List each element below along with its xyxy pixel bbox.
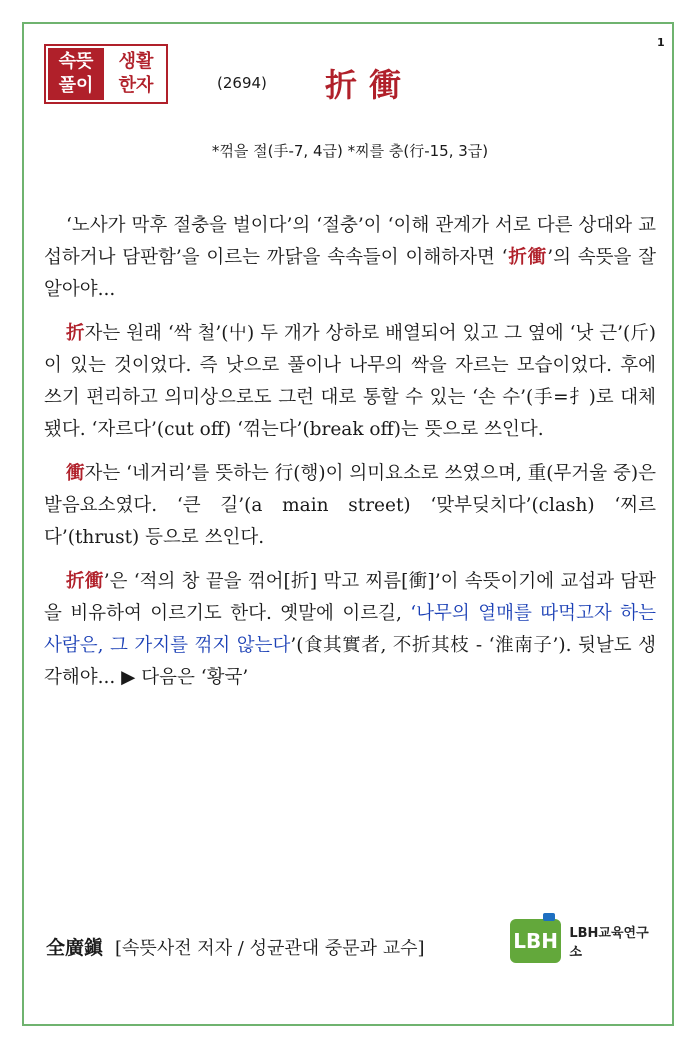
logo-left-text: 속뜻 풀이 <box>48 48 104 100</box>
author-affiliation: [속뜻사전 저자 / 성균관대 중문과 교수] <box>115 938 425 959</box>
author-line <box>46 933 425 960</box>
page-title: 折衝 <box>325 66 414 104</box>
paragraph-4 <box>44 566 656 694</box>
p4-end: ’(食其實者, 不折其枝 - ‘淮南子’). 뒷날도 생각해야... ▶ 다음은 ‘황국’ <box>44 635 656 688</box>
logo-right-text: 생활 한자 <box>118 51 154 96</box>
paragraph-2 <box>44 318 656 446</box>
p4-text: ’은 ‘적의 창 끝을 꺾어[折] 막고 찌름[衝]’이 속뜻이기에 교섭과 담판을 비유하여 이르기도 한다. 옛말에 이르길, <box>44 571 656 624</box>
column-logo <box>44 44 168 104</box>
page-number: 1 <box>657 36 665 49</box>
p2-char: 折 <box>66 323 85 344</box>
p1-hanja: 折衝 <box>507 247 548 268</box>
author-name: 全廣鎭 <box>46 937 104 959</box>
p2-text: 자는 원래 ‘싹 철’(屮) 두 개가 상하로 배열되어 있고 그 옆에 ‘낫 근’(斤)이 있는 것이었다. 즉 낫으로 풀이나 나무의 싹을 자르는 모습이었다. 후에 쓰기 편리하고 의미상으로도 그런 대로 통할 수 있는 ‘손 수’(手=扌)로 대체됐다. ‘자르다’(cut off) ‘꺾는다’(break off)는 뜻으로 쓰인다. <box>44 323 656 440</box>
org-name: LBH교육연구소 <box>569 926 649 960</box>
article-body <box>44 210 656 706</box>
p4-quote: ‘나무의 열매를 따먹고자 하는 사람은, 그 가지를 꺾지 않는다 <box>44 603 656 656</box>
p4-hanja: 折衝 <box>66 571 104 592</box>
p1-end: ’의 속뜻을 잘 알아야... <box>44 247 656 300</box>
serial-number: (2694) <box>217 74 267 92</box>
p3-text: 자는 ‘네거리’를 뜻하는 行(행)이 의미요소로 쓰였으며, 重(무거울 중)은 발음요소였다. ‘큰 길’(a main street) ‘맞부딪치다’(clash) ‘찌르다’(thrust) 등으로 쓰인다. <box>44 463 656 548</box>
p1-text: ‘노사가 막후 절충을 벌이다’의 ‘절충’이 ‘이해 관계가 서로 다른 상대와 교섭하거나 담판함’을 이르는 까닭을 속속들이 이해하자면 ‘ <box>44 215 656 268</box>
paragraph-1 <box>44 210 656 306</box>
paragraph-3 <box>44 458 656 554</box>
org-logo <box>510 916 660 966</box>
p3-char: 衝 <box>66 463 85 484</box>
lbh-logo-icon: LBH <box>510 919 561 963</box>
character-subtitle: *꺾을 절(手-7, 4급) *찌를 충(行-15, 3급) <box>211 142 489 160</box>
